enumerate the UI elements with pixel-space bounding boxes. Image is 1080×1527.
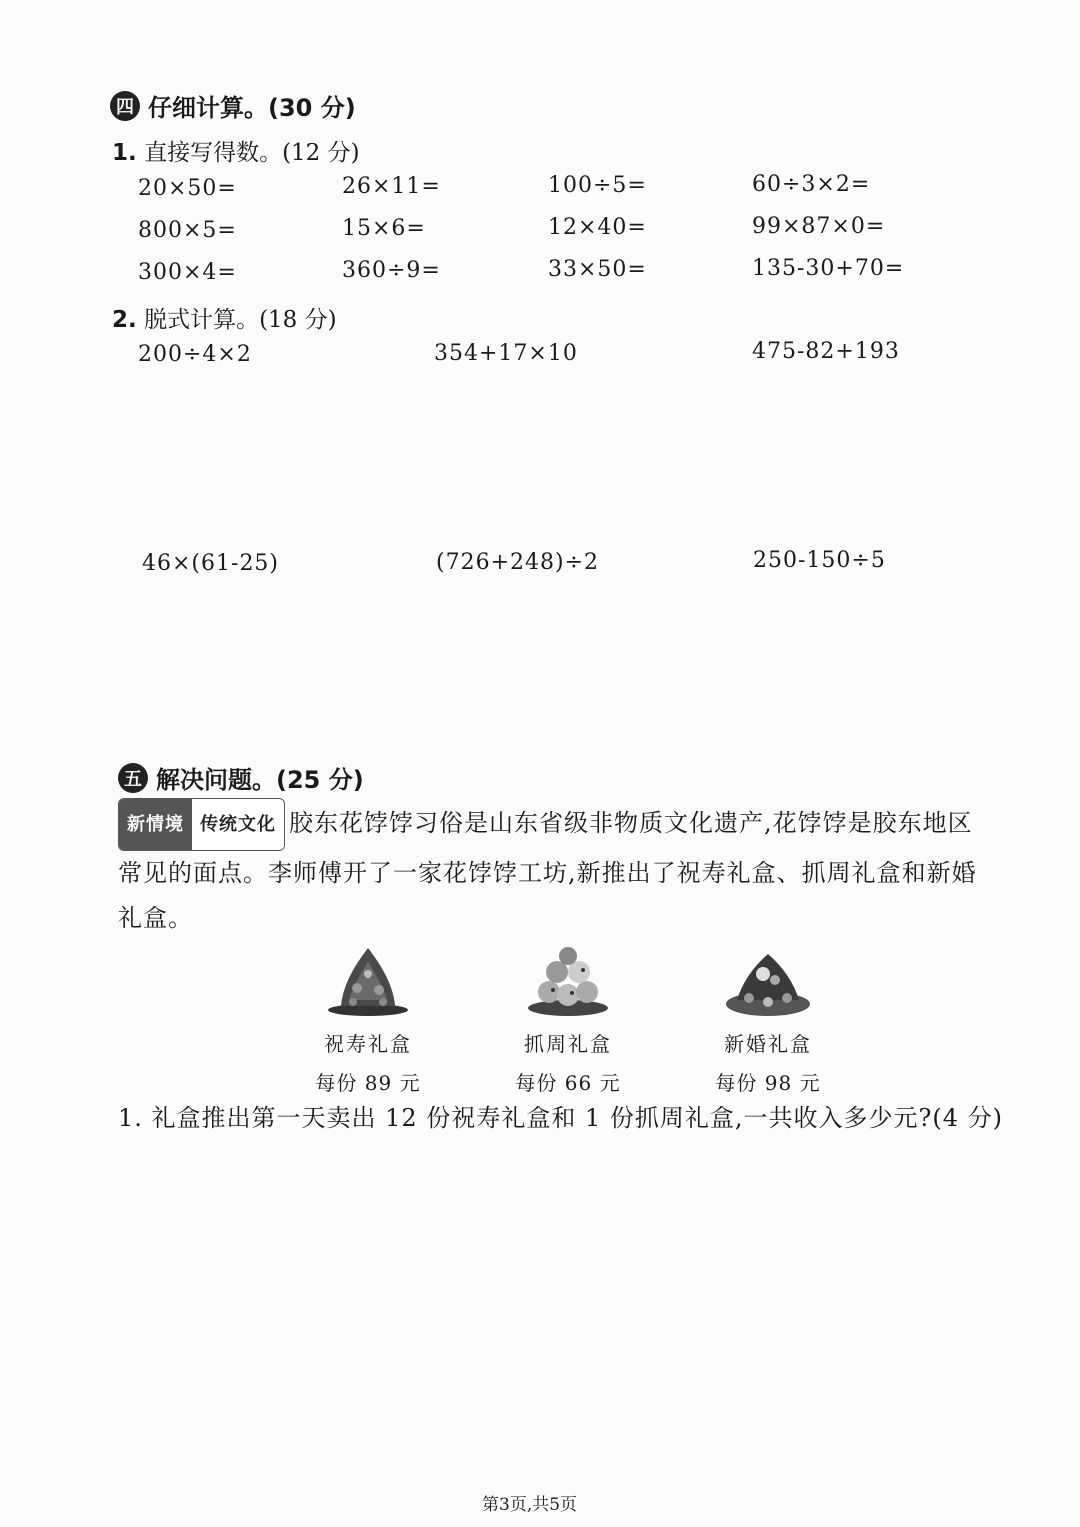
page-number: 第3页,共5页 [482, 1495, 578, 1515]
longevity-bun-image [323, 940, 413, 1018]
section-5-heading: 解决问题。(25 分) [156, 766, 364, 794]
section-5-number-badge: 五 [118, 763, 148, 793]
question-1: 1. 礼盒推出第一天卖出 12 份祝寿礼盒和 1 份抓周礼盒,一共收入多少元?(4 分) [118, 1104, 1003, 1132]
intro-line-1: 胶东花饽饽习俗是山东省级非物质文化遗产,花饽饽是胶东地区 [289, 809, 973, 837]
oral-calc-item: 33×50= [548, 257, 647, 282]
oral-calc-item: 800×5= [138, 218, 237, 243]
product-price: 每份 66 元 [515, 1071, 621, 1095]
oral-calc-item: 99×87×0= [752, 214, 886, 239]
zhuazhou-bun-image [523, 940, 613, 1018]
section-4-number-badge: 四 [110, 91, 140, 121]
part-2-heading: 脱式计算。(18 分) [144, 307, 337, 333]
section-4-heading: 仔细计算。(30 分) [148, 94, 356, 122]
oral-calc-item: 12×40= [548, 215, 647, 240]
oral-calc-item: 135-30+70= [752, 256, 905, 281]
problem-context [118, 798, 1038, 941]
product-price: 每份 98 元 [715, 1071, 821, 1095]
oral-calc-item: 26×11= [342, 174, 441, 199]
product-longevity-box [288, 940, 448, 1096]
oral-calc-item: 20×50= [138, 176, 237, 201]
part-1-heading: 直接写得数。(12 分) [144, 140, 360, 166]
step-calc-item: 200÷4×2 [138, 342, 252, 367]
part-2-title [112, 301, 337, 334]
product-name: 新婚礼盒 [724, 1032, 812, 1056]
wedding-bun-image [723, 940, 813, 1018]
step-calc-item: 475-82+193 [752, 339, 900, 364]
step-calc-item: 250-150÷5 [753, 548, 886, 573]
part-2-number: 2. [112, 307, 137, 333]
product-wedding-box [688, 940, 848, 1096]
section-5-title [118, 760, 364, 795]
step-calc-item: (726+248)÷2 [436, 550, 600, 575]
oral-calc-item: 300×4= [138, 260, 237, 285]
section-4-title [110, 88, 356, 123]
product-name: 祝寿礼盒 [324, 1032, 412, 1056]
oral-calc-item: 60÷3×2= [752, 172, 871, 197]
product-zhuazhou-box [488, 940, 648, 1096]
intro-line-3: 礼盒。 [118, 904, 193, 932]
step-calc-item: 354+17×10 [434, 341, 578, 366]
intro-line-2: 常见的面点。李师傅开了一家花饽饽工坊,新推出了祝寿礼盒、抓周礼盒和新婚 [118, 859, 977, 887]
context-tag [118, 798, 285, 851]
tag-new-context: 新情境 [119, 799, 192, 850]
part-1-number: 1. [112, 140, 137, 166]
step-calc-item: 46×(61-25) [142, 551, 280, 576]
oral-calc-item: 15×6= [342, 216, 426, 241]
oral-calc-item: 360÷9= [342, 258, 441, 283]
product-name: 抓周礼盒 [524, 1032, 612, 1056]
oral-calc-item: 100÷5= [548, 173, 647, 198]
part-1-title [112, 134, 360, 167]
product-price: 每份 89 元 [315, 1071, 421, 1095]
tag-traditional-culture: 传统文化 [192, 799, 284, 850]
